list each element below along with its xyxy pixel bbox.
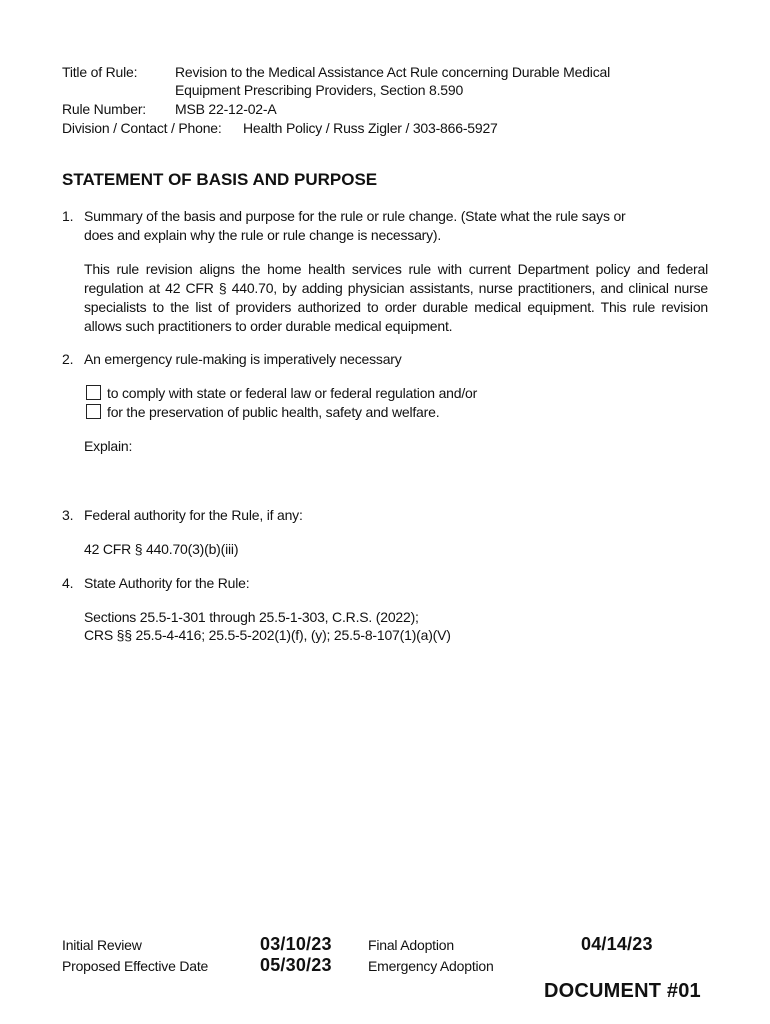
law-compliance-label: to comply with state or federal law or federal regulation and/or bbox=[107, 385, 478, 401]
item-question-line-2: does and explain why the rule or rule change is necessary). bbox=[84, 227, 442, 243]
item-number: 3. bbox=[62, 507, 74, 523]
federal-authority-value: 42 CFR § 440.70(3)(b)(iii) bbox=[84, 541, 239, 557]
item-number: 4. bbox=[62, 575, 74, 591]
title-line-1: Revision to the Medical Assistance Act Rule concerning Durable Medical bbox=[175, 64, 611, 80]
final-adoption-date: 04/14/23 bbox=[581, 934, 653, 954]
contact-label: Division / Contact / Phone: bbox=[62, 120, 222, 136]
item-question-line-1: Federal authority for the Rule, if any: bbox=[84, 507, 303, 523]
title-label: Title of Rule: bbox=[62, 64, 138, 80]
title-line-2: Equipment Prescribing Providers, Section 8.590 bbox=[175, 82, 464, 98]
document-number: DOCUMENT #01 bbox=[544, 980, 701, 1002]
explain-label: Explain: bbox=[84, 438, 133, 454]
state-authority-line-1: Sections 25.5-1-301 through 25.5-1-303, C.R.S. (2022); bbox=[84, 609, 419, 625]
contact-value: Health Policy / Russ Zigler / 303-866-5927 bbox=[243, 120, 498, 136]
item-question-line-1: An emergency rule-making is imperatively necessary bbox=[84, 351, 402, 367]
item-number: 2. bbox=[62, 351, 74, 367]
state-authority-line-2: CRS §§ 25.5-4-416; 25.5-5-202(1)(f), (y); 25.5-8-107(1)(a)(V) bbox=[84, 627, 451, 643]
public-health-label: for the preservation of public health, safety and welfare. bbox=[107, 404, 440, 420]
initial-review-label: Initial Review bbox=[62, 937, 142, 953]
item-question-line-1: State Authority for the Rule: bbox=[84, 575, 250, 591]
rule-number: MSB 22-12-02-A bbox=[175, 101, 277, 117]
final-adoption-label: Final Adoption bbox=[368, 937, 454, 953]
proposed-effective-label: Proposed Effective Date bbox=[62, 958, 209, 974]
proposed-effective-date: 05/30/23 bbox=[260, 955, 332, 975]
emergency-adoption-label: Emergency Adoption bbox=[368, 958, 494, 974]
item-answer-text: This rule revision aligns the home health services rule with current Department policy and federal regulation at 42 CFR § 440.70, by adding physician assistants, nurse practitioners, and clinical nurse specialists to the list of providers authorized to order durable medical equipment. This rule revision allows such practitioners to order durable medical equipment. bbox=[84, 261, 708, 334]
initial-review-date: 03/10/23 bbox=[260, 934, 332, 954]
item-question-line-1: Summary of the basis and purpose for the rule or rule change. (State what the rule says or bbox=[84, 208, 626, 224]
section-heading: STATEMENT OF BASIS AND PURPOSE bbox=[62, 170, 378, 189]
item-number: 1. bbox=[62, 208, 74, 224]
rule-number-label: Rule Number: bbox=[62, 101, 146, 117]
public-health-checkbox[interactable] bbox=[86, 404, 101, 419]
law-compliance-checkbox[interactable] bbox=[86, 385, 101, 400]
